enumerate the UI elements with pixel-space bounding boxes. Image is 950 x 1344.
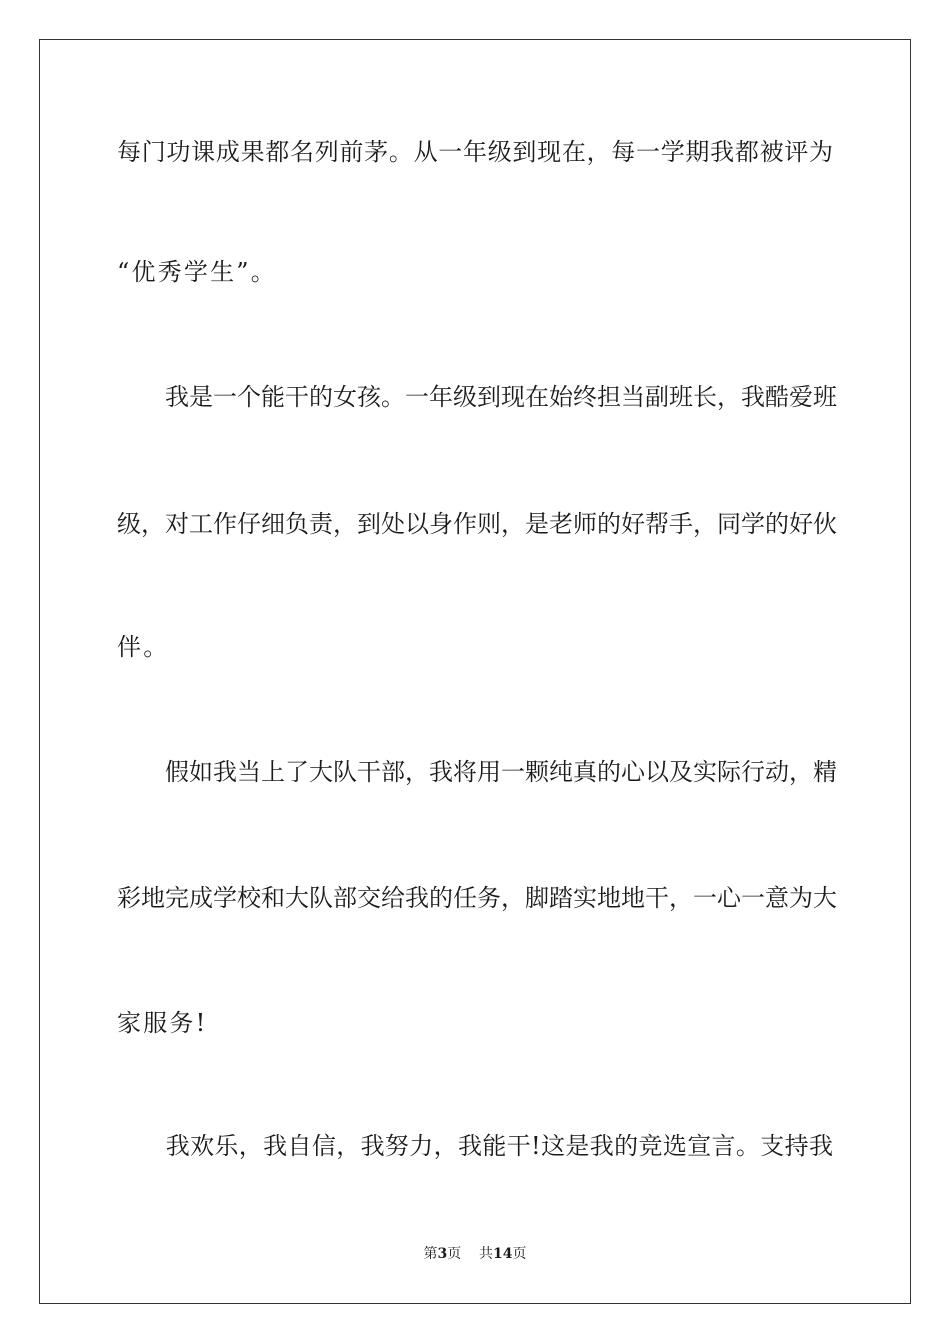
footer-page-suffix: 页 — [447, 1246, 462, 1262]
footer-total-suffix: 页 — [512, 1246, 527, 1262]
text-line-7: 彩地完成学校和大队部交给我的任务，脚踏实地地干，一心一意为大 — [117, 884, 837, 912]
text-line-4: 级，对工作仔细负责，到处以身作则，是老师的好帮手，同学的好伙 — [117, 510, 837, 538]
text-line-9: 我欢乐，我自信，我努力，我能干!这是我的竞选宣言。支持我 — [117, 1132, 833, 1160]
text-line-5: 伴。 — [117, 633, 170, 661]
text-line-6: 假如我当上了大队干部，我将用一颗纯真的心以及实际行动，精 — [117, 758, 837, 786]
footer-page-current: 3 — [437, 1246, 448, 1262]
text-line-1: 每门功课成果都名列前茅。从一年级到现在，每一学期我都被评为 — [117, 138, 833, 166]
text-line-2: “优秀学生”。 — [117, 258, 277, 286]
footer-page-prefix: 第 — [423, 1246, 438, 1262]
page-footer — [0, 1245, 950, 1263]
page-frame — [39, 39, 911, 1304]
footer-total-prefix: 共 — [479, 1246, 494, 1262]
text-line-8: 家服务! — [117, 1009, 208, 1037]
text-line-3: 我是一个能干的女孩。一年级到现在始终担当副班长，我酷爱班 — [117, 383, 837, 411]
footer-page-total: 14 — [493, 1246, 513, 1262]
